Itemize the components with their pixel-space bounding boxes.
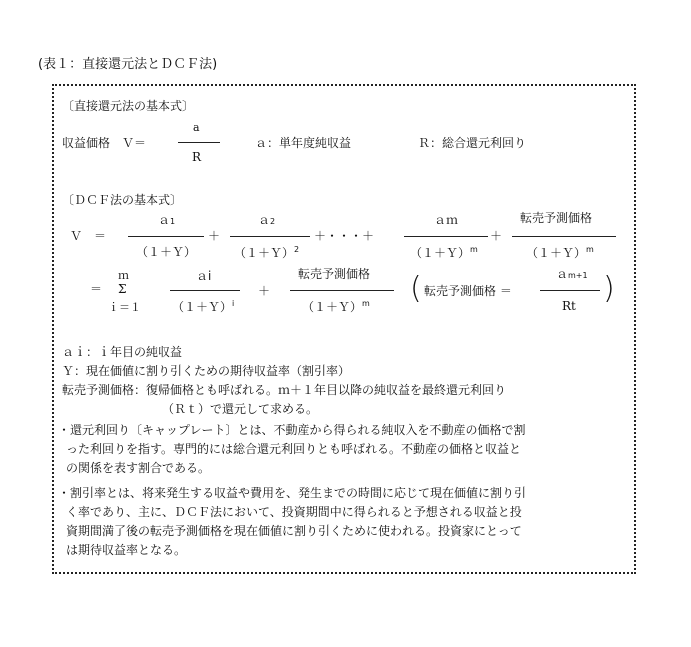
termi-num: ａi bbox=[196, 269, 212, 283]
sigma: Σ bbox=[118, 282, 127, 296]
resale-den: （１＋Ｙ）$^m$ bbox=[526, 245, 594, 260]
formula-box bbox=[52, 84, 636, 574]
plus-2: ＋ bbox=[490, 229, 503, 243]
note-disc-4: は期待収益率となる。 bbox=[66, 543, 187, 557]
direct-denominator: R bbox=[192, 150, 202, 164]
resale-bar bbox=[512, 236, 616, 237]
resale2-bar bbox=[290, 290, 394, 291]
note-resale-1: 転売予測価格：復帰価格とも呼ばれる。ｍ＋１年目以降の純収益を最終還元利回り bbox=[62, 383, 507, 397]
direct-fraction-bar bbox=[178, 142, 220, 143]
paren-den: Rt bbox=[562, 299, 576, 313]
term1-num: ａ1 bbox=[158, 213, 176, 227]
note-y: Ｙ：現在価値に割り引くための期待収益率（割引率） bbox=[62, 364, 351, 378]
term2-bar bbox=[230, 236, 310, 237]
note-cap-3: の関係を表す割合である。 bbox=[66, 461, 211, 475]
note-cap-2: った利回りを指す。専門的には総合還元利回りとも呼ばれる。不動産の価格と収益と bbox=[66, 442, 522, 456]
termi-den: （１＋Ｙ）$^i$ bbox=[172, 299, 235, 314]
table-caption: (表１：直接還元法とＤＣＦ法) bbox=[38, 57, 218, 72]
def-a: ａ：単年度純収益 bbox=[255, 136, 352, 150]
term2-den: （１＋Ｙ）$^2$ bbox=[234, 245, 300, 260]
termm-num: ａｍ bbox=[434, 213, 459, 227]
eq2: ＝ bbox=[90, 282, 103, 296]
resale2-den: （１＋Ｙ）$^m$ bbox=[302, 299, 370, 314]
sum-top: ｍ bbox=[118, 269, 129, 282]
def-r: Ｒ：総合還元利回り bbox=[418, 136, 527, 150]
direct-heading: 〔直接還元法の基本式〕 bbox=[62, 99, 195, 113]
dcf-heading: 〔ＤＣＦ法の基本式〕 bbox=[62, 193, 183, 207]
termm-bar bbox=[404, 236, 488, 237]
plus-1: ＋ bbox=[208, 229, 221, 243]
resale2-num: 転売予測価格 bbox=[298, 267, 371, 281]
plus-3: ＋ bbox=[258, 284, 271, 298]
term2-num: ａ2 bbox=[258, 213, 276, 227]
paren-lhs: 転売予測価格 ＝ bbox=[424, 284, 512, 298]
note-disc-2: く率であり、主に、ＤＣＦ法において、投資期間中に得られると予想される収益と投 bbox=[66, 505, 522, 519]
paren-bar bbox=[540, 290, 600, 291]
dcf-v-eq: Ｖ ＝ bbox=[70, 229, 107, 243]
plus-dots: ＋・・・＋ bbox=[314, 229, 375, 243]
term1-den: （１＋Ｙ） bbox=[136, 245, 197, 259]
direct-lhs: 収益価格 Ｖ＝ bbox=[62, 136, 147, 150]
termi-bar bbox=[170, 290, 240, 291]
termm-den: （１＋Ｙ）$^m$ bbox=[410, 245, 478, 260]
note-disc-3: 資期間満了後の転売予測価格を現在価値に割り引くために使われる。投資家にとって bbox=[66, 524, 522, 538]
sum-bottom: ｉ＝１ bbox=[108, 301, 141, 314]
paren-right: ) bbox=[603, 271, 615, 306]
paren-num: ａm+1 bbox=[556, 267, 588, 281]
note-resale-2: （Ｒｔ）で還元して求める。 bbox=[162, 402, 319, 416]
note-cap-1: ・還元利回り〔キャップレート〕とは、不動産から得られる純収入を不動産の価格で割 bbox=[58, 423, 526, 437]
note-disc-1: ・割引率とは、将来発生する収益や費用を、発生までの時間に応じて現在価値に割り引 bbox=[58, 486, 527, 500]
term1-bar bbox=[128, 236, 204, 237]
paren-left: ( bbox=[410, 271, 422, 306]
note-ai: ａｉ：ｉ年目の純収益 bbox=[62, 345, 183, 359]
resale-num: 転売予測価格 bbox=[520, 211, 593, 225]
direct-numerator: a bbox=[193, 121, 200, 134]
